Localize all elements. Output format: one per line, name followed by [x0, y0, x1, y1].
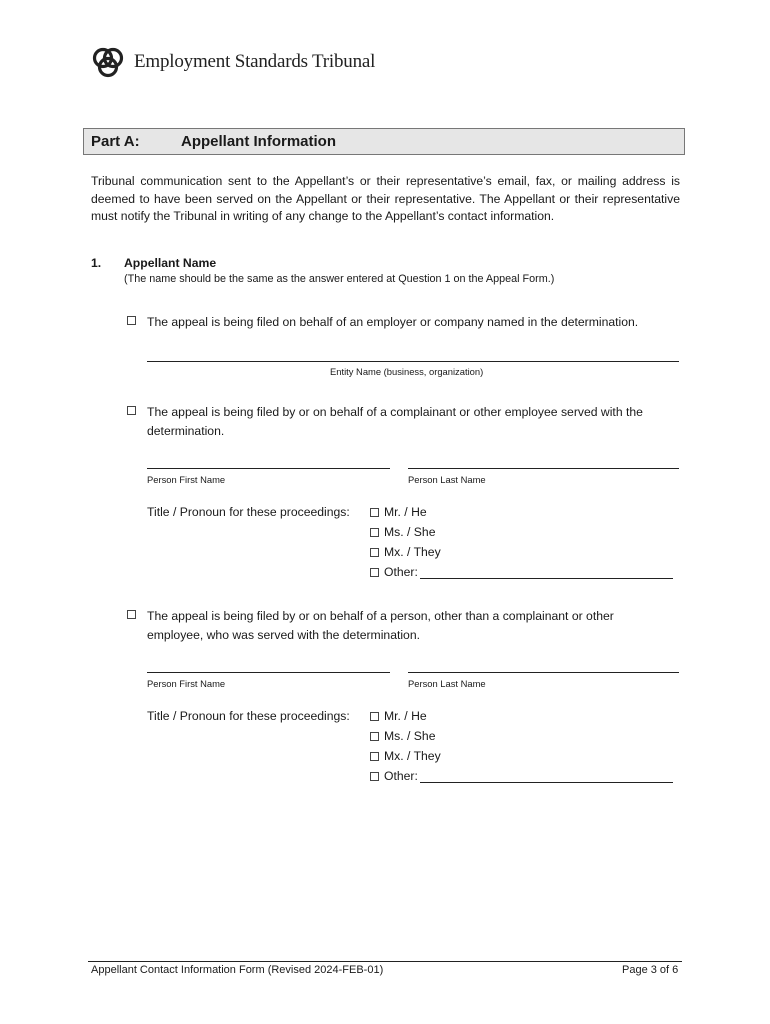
part-label: Part A:	[91, 133, 140, 150]
footer-form-name: Appellant Contact Information Form (Revised 2024-FEB-01)	[91, 964, 384, 976]
other-pronoun-field[interactable]	[420, 769, 673, 783]
question-number: 1.	[91, 256, 102, 270]
other-person-last-name-label: Person Last Name	[408, 678, 486, 689]
other-person-pronoun-mr[interactable]	[370, 709, 427, 723]
other-person-checkbox[interactable]	[127, 610, 136, 619]
pronoun-checkbox[interactable]	[370, 772, 379, 781]
other-person-pronoun-other[interactable]	[370, 769, 673, 783]
pronoun-checkbox[interactable]	[370, 528, 379, 537]
other-person-pronoun-label: Title / Pronoun for these proceedings:	[147, 709, 350, 723]
other-pronoun-field[interactable]	[420, 565, 673, 579]
tribunal-knot-logo-icon	[90, 44, 126, 80]
complainant-option-label-line1: The appeal is being filed by or on behalf of a complainant or other employee served with the	[147, 405, 643, 419]
tribunal-logo	[90, 44, 375, 80]
pronoun-option-label: Mr. / He	[384, 505, 427, 519]
pronoun-checkbox[interactable]	[370, 752, 379, 761]
complainant-pronoun-label: Title / Pronoun for these proceedings:	[147, 505, 350, 519]
pronoun-option-label: Mx. / They	[384, 749, 441, 763]
employer-checkbox[interactable]	[127, 316, 136, 325]
other-person-last-name-field[interactable]	[408, 672, 679, 673]
complainant-pronoun-mx[interactable]	[370, 545, 441, 559]
part-title: Appellant Information	[181, 133, 336, 150]
pronoun-checkbox[interactable]	[370, 712, 379, 721]
complainant-pronoun-other[interactable]	[370, 565, 673, 579]
other-person-pronoun-ms[interactable]	[370, 729, 435, 743]
question-title: Appellant Name	[124, 256, 217, 270]
other-person-first-name-field[interactable]	[147, 672, 390, 673]
employer-option-label: The appeal is being filed on behalf of an employer or company named in the determination.	[147, 315, 639, 329]
pronoun-option-label: Other:	[384, 769, 418, 783]
entity-name-label: Entity Name (business, organization)	[330, 366, 484, 377]
footer-divider	[88, 961, 682, 962]
complainant-option-label-line2: determination.	[147, 424, 225, 438]
complainant-last-name-field[interactable]	[408, 468, 679, 469]
pronoun-option-label: Ms. / She	[384, 729, 436, 743]
other-person-first-name-label: Person First Name	[147, 678, 226, 689]
complainant-first-name-field[interactable]	[147, 468, 390, 469]
pronoun-checkbox[interactable]	[370, 568, 379, 577]
other-person-option-label-line2: employee, who was served with the determination.	[147, 628, 421, 642]
pronoun-option-label: Ms. / She	[384, 525, 436, 539]
complainant-pronoun-ms[interactable]	[370, 525, 435, 539]
pronoun-checkbox[interactable]	[370, 548, 379, 557]
question-note: (The name should be the same as the answer entered at Question 1 on the Appeal Form.)	[124, 273, 555, 285]
entity-name-field[interactable]	[147, 361, 679, 362]
complainant-pronoun-mr[interactable]	[370, 505, 427, 519]
pronoun-option-label: Mr. / He	[384, 709, 427, 723]
pronoun-option-label: Mx. / They	[384, 545, 441, 559]
footer-page-number: Page 3 of 6	[622, 964, 679, 976]
intro-paragraph: Tribunal communication sent to the Appellant’s or their representative’s email, fax, or mailing address is deemed to have been served on the Appellant or their representative. The Appellant or their representative must notify the Tribunal in writing of any change to the Appellant’s contact information.	[91, 174, 680, 223]
other-person-pronoun-mx[interactable]	[370, 749, 441, 763]
pronoun-checkbox[interactable]	[370, 508, 379, 517]
complainant-checkbox[interactable]	[127, 406, 136, 415]
other-person-option-label-line1: The appeal is being filed by or on behalf of a person, other than a complainant or other	[147, 609, 614, 623]
organization-name: Employment Standards Tribunal	[134, 51, 376, 72]
complainant-last-name-label: Person Last Name	[408, 474, 486, 485]
section-header	[83, 128, 685, 155]
pronoun-option-label: Other:	[384, 565, 418, 579]
pronoun-checkbox[interactable]	[370, 732, 379, 741]
complainant-first-name-label: Person First Name	[147, 474, 226, 485]
